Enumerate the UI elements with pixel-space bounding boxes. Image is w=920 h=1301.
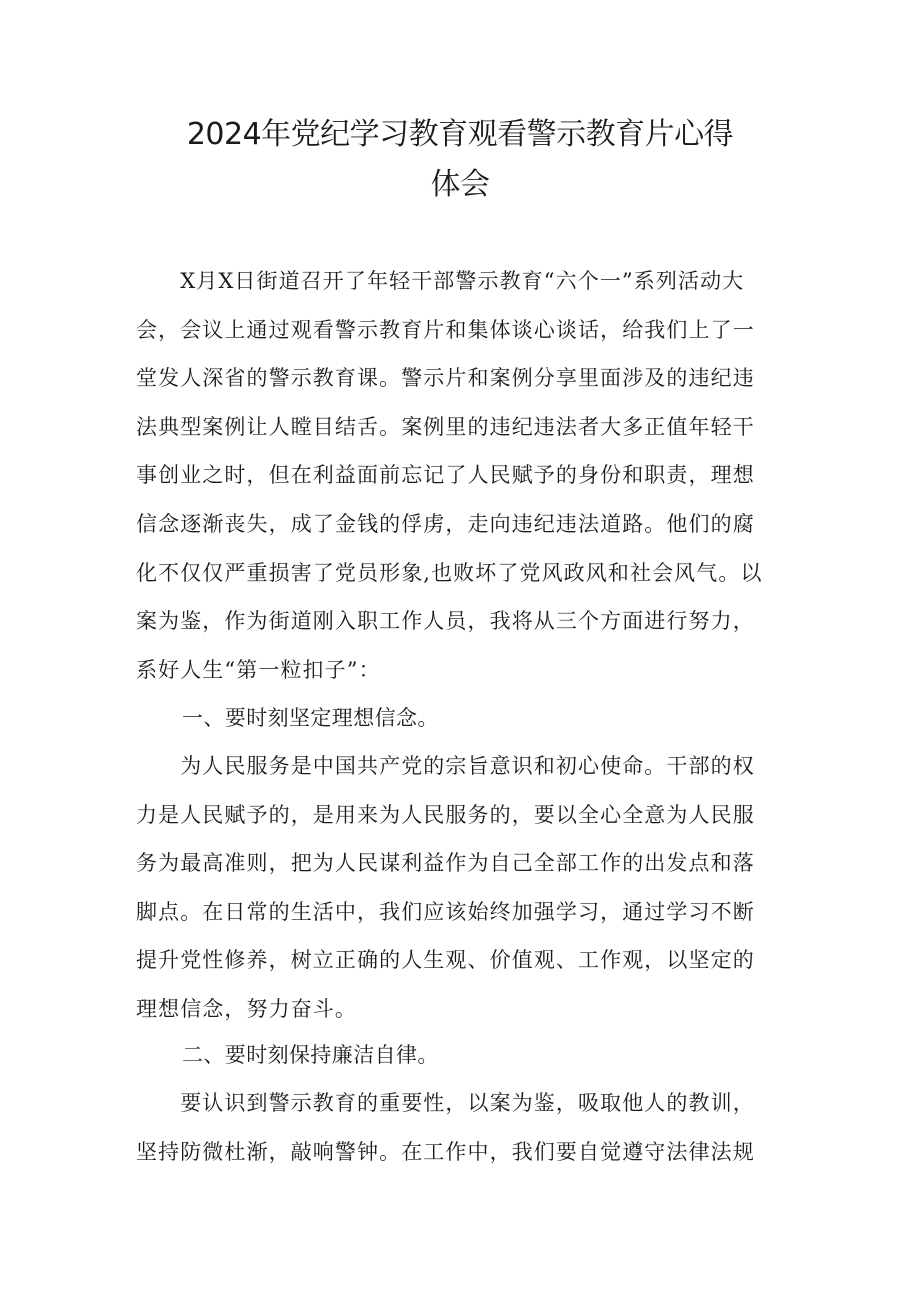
paragraph-section-1: 为人民服务是中国共产党的宗旨意识和初心使命。干部的权 力是人民赋予的，是用来为人民服务的，要以全心全意为人民服 务为最高准则，把为人民谋利益作为自己全部工作的出发点和落 脚点。在日常的生活中，我们应该始终加强学习，通过学习不断 提升党性修养，树立正确的人生观、价值观、工作观，以坚定的 理想信念，努力奋斗。	[136, 754, 755, 1021]
paragraph-section-2: 要认识到警示教育的重要性，以案为鉴，吸取他人的教训， 坚持防微杜渐，敲响警钟。在工作中，我们要自觉遵守法律法规	[136, 1091, 755, 1164]
document-title: 2024年党纪学习教育观看警示教育片心得 体会	[186, 117, 734, 202]
section-heading-2: 二、要时刻保持廉洁自律。	[182, 1043, 439, 1067]
section-heading-1: 一、要时刻坚定理想信念。	[182, 706, 439, 730]
paragraph-intro: X月X日街道召开了年轻干部警示教育“六个一”系列活动大 会，会议上通过观看警示教育片和集体谈心谈话，给我们上了一 堂发人深省的警示教育课。警示片和案例分享里面涉及的违纪违 法典型案例让人瞠目结舌。案例里的违纪违法者大多正值年轻干 事创业之时，但在利益面前忘记了人民赋予的身份和职责，理想 信念逐渐丧失，成了金钱的俘虏，走向违纪违法道路。他们的腐 化不仅仅严重损害了党员形象,也败坏了党风政风和社会风气。以 案为鉴，作为街道刚入职工作人员，我将从三个方面进行努力， 系好人生“第一粒扣子”：	[136, 269, 763, 682]
